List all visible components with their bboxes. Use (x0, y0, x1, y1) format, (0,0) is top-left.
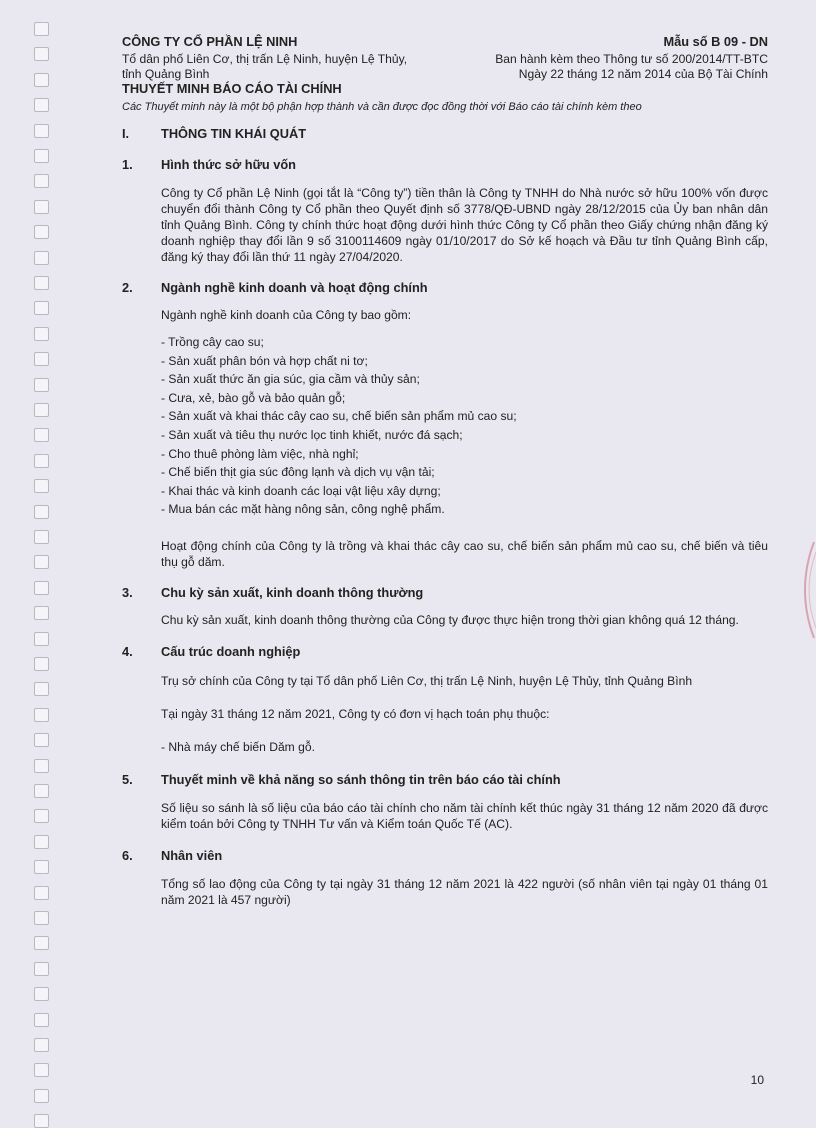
binding-ring (34, 1063, 49, 1077)
binding-ring (34, 47, 49, 61)
circular-date: Ngày 22 tháng 12 năm 2014 của Bộ Tài Chính (518, 67, 768, 81)
item-2-paragraph: Hoạt động chính của Công ty là trồng và khai thác cây cao su, chế biến sản phẩm mủ cao su, chế biến và tiêu thụ gỗ dăm. (161, 538, 768, 569)
binding-ring (34, 479, 49, 493)
item-6-paragraph: Tổng số lao động của Công ty tại ngày 31 tháng 12 năm 2021 là 422 người (số nhân viên tại ngày 01 tháng 01 năm 2021 là 457 người) (161, 876, 768, 907)
item-heading-6 (122, 848, 768, 864)
binding-ring (34, 505, 49, 519)
binding-ring (34, 1013, 49, 1027)
item-title: Cấu trúc doanh nghiệp (161, 643, 301, 659)
binding-ring (34, 581, 49, 595)
binding-ring (34, 428, 49, 442)
section-heading (122, 126, 768, 142)
item-heading-5 (122, 772, 768, 788)
item-title: Thuyết minh về khả năng so sánh thông tin trên báo cáo tài chính (161, 771, 561, 787)
binding-ring (34, 73, 49, 87)
list-item: - Sản xuất phân bón và hợp chất ni tơ; (161, 353, 368, 368)
item-3-paragraph: Chu kỳ sản xuất, kinh doanh thông thường của Công ty được thực hiện trong thời gian không quá 12 tháng. (161, 612, 739, 627)
item-number: 3. (122, 584, 133, 600)
item-title: Hình thức sở hữu vốn (161, 157, 296, 172)
page-number: 10 (750, 1073, 764, 1087)
section-number: I. (122, 126, 130, 141)
list-item: - Sản xuất và tiêu thụ nước lọc tinh khiết, nước đá sạch; (161, 427, 463, 442)
binding-ring (34, 225, 49, 239)
binding-ring (34, 657, 49, 671)
item-title: Chu kỳ sản xuất, kinh doanh thông thường (161, 584, 424, 600)
spiral-binding (0, 0, 60, 1121)
business-lines-list (161, 333, 768, 519)
binding-ring (34, 251, 49, 265)
binding-ring (34, 403, 49, 417)
item-heading-2 (122, 280, 768, 296)
list-item: - Cho thuê phòng làm việc, nhà nghỉ; (161, 446, 359, 461)
binding-ring (34, 530, 49, 544)
binding-ring (34, 276, 49, 290)
binding-ring (34, 886, 49, 900)
binding-ring (34, 962, 49, 976)
binding-ring (34, 1114, 49, 1128)
binding-ring (34, 301, 49, 315)
list-item: - Trồng cây cao su; (161, 335, 264, 349)
binding-ring (34, 733, 49, 747)
item-1-paragraph: Công ty Cổ phần Lệ Ninh (gọi tắt là “Công ty”) tiền thân là Công ty TNHH do Nhà nước sở hữu 100% vốn được chuyển đổi thành Công ty Cổ phần theo Quyết định số 3778/QĐ-UBND ngày 28/12/2015 của Ủy ban nhân dân tỉnh Quảng Bình. Công ty chính thức hoạt động dưới hình thức Công ty Cổ phần theo Giấy chứng nhận đăng ký doanh nghiệp thay đổi lần 9 số 3100114609 ngày 01/10/2017 do Sở kế hoạch và Đầu tư tỉnh Quảng Bình cấp, đăng ký thay đổi lần thứ 11 ngày 27/04/2020. (161, 186, 768, 264)
binding-ring (34, 860, 49, 874)
item-2-intro: Ngành nghề kinh doanh của Công ty bao gồm: (161, 308, 412, 322)
item-4-paragraph-3: - Nhà máy chế biến Dăm gỗ. (161, 739, 315, 754)
binding-ring (34, 606, 49, 620)
binding-ring (34, 174, 49, 188)
item-number: 1. (122, 157, 133, 172)
document-page (122, 34, 768, 908)
form-code: Mẫu số B 09 - DN (663, 34, 768, 49)
company-address-line2: tỉnh Quảng Bình (122, 67, 210, 81)
binding-ring (34, 759, 49, 773)
binding-ring (34, 987, 49, 1001)
binding-ring (34, 378, 49, 392)
binding-ring (34, 1089, 49, 1103)
binding-ring (34, 809, 49, 823)
company-address-line1: Tổ dân phố Liên Cơ, thị trấn Lệ Ninh, huyện Lệ Thủy, (122, 52, 408, 66)
item-heading-3 (122, 585, 768, 601)
binding-ring (34, 936, 49, 950)
document-header (122, 34, 768, 98)
binding-ring (34, 632, 49, 646)
company-name: CÔNG TY CỔ PHẦN LỆ NINH (122, 34, 298, 49)
item-5-paragraph: Số liệu so sánh là số liệu của báo cáo tài chính cho năm tài chính kết thúc ngày 31 tháng 12 năm 2020 đã được kiểm toán bởi Công ty TNHH Tư vấn và Kiểm toán Quốc Tế (AC). (161, 800, 768, 831)
item-number: 6. (122, 847, 133, 863)
section-title: THÔNG TIN KHÁI QUÁT (161, 126, 307, 141)
document-title: THUYẾT MINH BÁO CÁO TÀI CHÍNH (122, 81, 342, 96)
item-number: 2. (122, 280, 133, 295)
list-item: - Sản xuất và khai thác cây cao su, chế biến sản phẩm mủ cao su; (161, 409, 517, 424)
list-item: - Khai thác và kinh doanh các loại vật liệu xây dựng; (161, 483, 441, 498)
item-number: 4. (122, 643, 133, 659)
binding-ring (34, 555, 49, 569)
list-item: - Chế biến thịt gia súc đông lạnh và dịch vụ vận tải; (161, 465, 435, 480)
binding-ring (34, 784, 49, 798)
item-number: 5. (122, 771, 133, 787)
binding-ring (34, 124, 49, 138)
binding-ring (34, 352, 49, 366)
list-item: - Cưa, xẻ, bào gỗ và bảo quản gỗ; (161, 390, 346, 405)
binding-ring (34, 1038, 49, 1052)
item-4-paragraph-1: Trụ sở chính của Công ty tại Tổ dân phố Liên Cơ, thị trấn Lệ Ninh, huyện Lệ Thủy, tỉnh Quảng Bình (161, 673, 693, 688)
binding-ring (34, 200, 49, 214)
binding-ring (34, 149, 49, 163)
binding-ring (34, 454, 49, 468)
item-title: Ngành nghề kinh doanh và hoạt động chính (161, 280, 428, 295)
item-heading-1 (122, 157, 768, 173)
item-title: Nhân viên (161, 847, 223, 863)
binding-ring (34, 327, 49, 341)
list-item: - Sản xuất thức ăn gia súc, gia cầm và thủy sản; (161, 372, 420, 387)
binding-ring (34, 835, 49, 849)
item-4-paragraph-2: Tại ngày 31 tháng 12 năm 2021, Công ty có đơn vị hạch toán phụ thuộc: (161, 706, 550, 721)
circular-reference: Ban hành kèm theo Thông tư số 200/2014/TT-BTC (495, 52, 768, 66)
document-subtitle: Các Thuyết minh này là một bộ phận hợp thành và cần được đọc đồng thời với Báo cáo tài chính kèm theo (122, 101, 642, 113)
stamp-edge (794, 540, 816, 640)
binding-ring (34, 682, 49, 696)
binding-ring (34, 708, 49, 722)
binding-ring (34, 98, 49, 112)
item-heading-4 (122, 644, 768, 660)
binding-ring (34, 911, 49, 925)
binding-ring (34, 22, 49, 36)
list-item: - Mua bán các mặt hàng nông sản, công nghệ phẩm. (161, 502, 445, 517)
